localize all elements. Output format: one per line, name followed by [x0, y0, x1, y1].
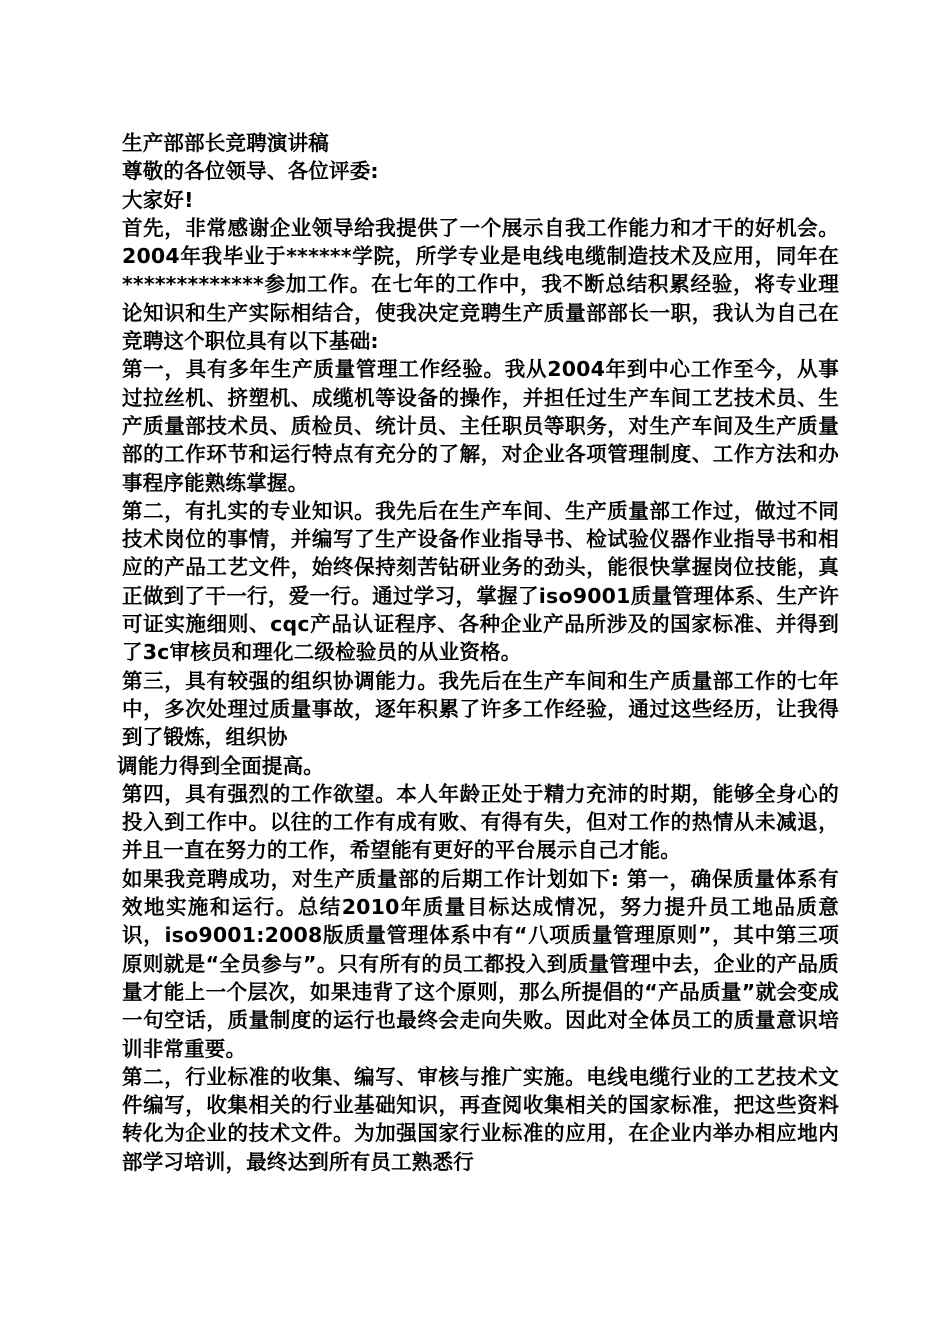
paragraph-work-plan-first: 如果我竞聘成功，对生产质量部的后期工作计划如下: 第一，确保质量体系有效地实施和运行。总结2010年质量目标达成情况，努力提升员工地品质意识，iso9001:2008版质量管理体系中有“八项质量管理原则”，其中第三项原则就是“全员参与”。只有所有的员工都投入到质量管理中去，企业的产品质量才能上一个层次，如果违背了这个原则，那么所提倡的“产品质量”就会变成一句空话，质量制度的运行也最终会走向失败。因此对全体员工的质量意识培训非常重要。	[122, 866, 839, 1061]
salutation: 尊敬的各位领导、各位评委:	[122, 159, 379, 184]
paragraph-intro: 首先，非常感谢企业领导给我提供了一个展示自我工作能力和才干的好机会。2004年我毕业于******学院，所学专业是电线电缆制造技术及应用，同年在*************参加工作。在七年的工作中，我不断总结积累经验，将专业理论知识和生产实际相结合，使我决定竞聘生产质量部部长一职，我认为自己在竞聘这个职位具有以下基础:	[122, 215, 839, 354]
paragraph-second-basis: 第二，有扎实的专业知识。我先后在生产车间、生产质量部工作过，做过不同技术岗位的事情，并编写了生产设备作业指导书、检试验仪器作业指导书和相应的产品工艺文件，始终保持刻苦钻研业务的劲头，能很快掌握岗位技能，真正做到了干一行，爱一行。通过学习，掌握了iso9001质量管理体系、生产许可证实施细则、cqc产品认证程序、各种企业产品所涉及的国家标准、并得到了3c审核员和理化二级检验员的从业资格。	[122, 498, 839, 665]
paragraph-first-basis: 第一，具有多年生产质量管理工作经验。我从2004年到中心工作至今，从事过拉丝机、挤塑机、成缆机等设备的操作，并担任过生产车间工艺技术员、生产质量部技术员、质检员、统计员、主任职员等职务，对生产车间及生产质量部的工作环节和运行特点有充分的了解，对企业各项管理制度、工作方法和办事程序能熟练掌握。	[122, 357, 839, 495]
greeting: 大家好!	[122, 187, 194, 212]
document-body	[117, 129, 839, 1176]
paragraph-third-basis: 第三，具有较强的组织协调能力。我先后在生产车间和生产质量部工作的七年中，多次处理过质量事故，逐年积累了许多工作经验，通过这些经历，让我得到了锻炼，组织协	[122, 668, 839, 750]
paragraph-fourth-basis: 第四，具有强烈的工作欲望。本人年龄正处于精力充沛的时期，能够全身心的投入到工作中。以往的工作有成有败、有得有失，但对工作的热情从未减退，并且一直在努力的工作，希望能有更好的平台展示自己才能。	[122, 781, 839, 863]
paragraph-third-basis-continued: 调能力得到全面提高。	[117, 753, 324, 778]
paragraph-work-plan-second: 第二，行业标准的收集、编写、审核与推广实施。电线电缆行业的工艺技术文件编写，收集相关的行业基础知识，再查阅收集相关的国家标准，把这些资料转化为企业的技术文件。为加强国家行业标准的应用，在企业内举办相应地内部学习培训，最终达到所有员工熟悉行	[122, 1064, 839, 1174]
document-title: 生产部部长竞聘演讲稿	[122, 131, 329, 155]
